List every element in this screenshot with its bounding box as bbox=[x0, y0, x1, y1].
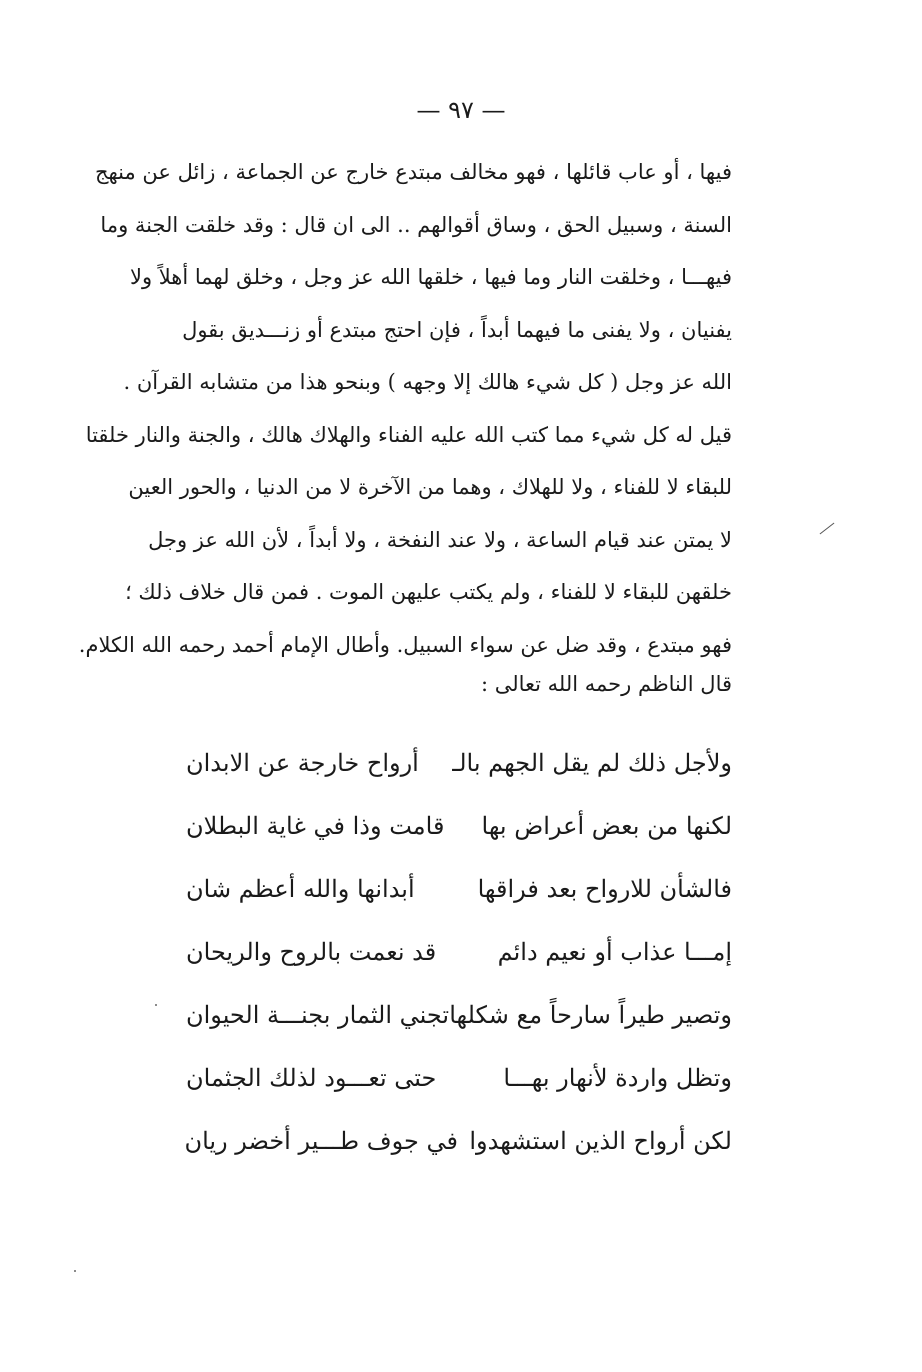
verse-first-hemistich: لكنها من بعض أعراض بها bbox=[481, 812, 732, 840]
poem-verse bbox=[186, 795, 732, 858]
verse-first-hemistich: لكن أرواح الذين استشهدوا bbox=[469, 1127, 732, 1155]
verse-second-hemistich: تجني الثمار بجنـــة الحيوان bbox=[186, 1001, 450, 1029]
verse-second-hemistich: قد نعمت بالروح والريحان bbox=[186, 938, 437, 966]
poem-intro: قال الناظم رحمه الله تعالى : bbox=[480, 672, 732, 696]
verse-first-hemistich: إمـــا عذاب أو نعيم دائم bbox=[497, 938, 732, 966]
paper-speck bbox=[74, 1270, 76, 1272]
prose-line: للبقاء لا للفناء ، ولا للهلاك ، وهما من الآخرة لا من الدنيا ، والحور العين bbox=[128, 475, 732, 499]
verse-second-hemistich: في جوف طـــير أخضر ريان bbox=[184, 1127, 458, 1155]
poem-verse bbox=[186, 984, 732, 1047]
page-number: — ٩٧ — bbox=[416, 96, 506, 124]
margin-pencil-mark bbox=[820, 523, 835, 535]
verse-first-hemistich: وتظل واردة لأنهار بهـــا bbox=[503, 1064, 732, 1092]
verse-second-hemistich: حتى تعـــود لذلك الجثمان bbox=[186, 1064, 437, 1092]
poem-verse bbox=[186, 1110, 732, 1173]
prose-line: لا يمتن عند قيام الساعة ، ولا عند النفخة ، ولا أبداً ، لأن الله عز وجل bbox=[148, 527, 732, 552]
verse-first-hemistich: وتصير طيراً سارحاً مع شكلها bbox=[449, 1001, 732, 1029]
prose-line: الله عز وجل ( كل شيء هالك إلا وجهه ) وبنحو هذا من متشابه القرآن . bbox=[123, 370, 732, 394]
verse-second-hemistich: قامت وذا في غاية البطلان bbox=[186, 812, 445, 840]
poem bbox=[186, 732, 732, 1173]
prose-line: السنة ، وسبيل الحق ، وساق أقوالهم .. الى ان قال : وقد خلقت الجنة وما bbox=[100, 212, 732, 237]
prose-line: فيهـــا ، وخلقت النار وما فيها ، خلقها الله عز وجل ، وخلق لهما أهلاً ولا bbox=[129, 265, 732, 289]
prose-line: فهو مبتدع ، وقد ضل عن سواء السبيل. وأطال الإمام أحمد رحمه الله الكلام. bbox=[78, 632, 732, 657]
verse-first-hemistich: فالشأن للارواح بعد فراقها bbox=[477, 875, 732, 903]
poem-verse bbox=[186, 1047, 732, 1110]
verse-second-hemistich: أبدانها والله أعظم شان bbox=[186, 875, 415, 903]
prose-line: خلقهن للبقاء لا للفناء ، ولم يكتب عليهن الموت . فمن قال خلاف ذلك ؛ bbox=[125, 580, 732, 604]
poem-verse bbox=[186, 732, 732, 795]
prose-paragraph bbox=[78, 146, 732, 671]
verse-second-hemistich: أرواح خارجة عن الابدان bbox=[186, 749, 419, 777]
prose-line: فيها ، أو عاب قائلها ، فهو مخالف مبتدع خارج عن الجماعة ، زائل عن منهج bbox=[94, 160, 732, 184]
verse-first-hemistich: ولأجل ذلك لم يقل الجهم بالـ bbox=[452, 749, 732, 777]
prose-line: يفنيان ، ولا يفنى ما فيهما أبداً ، فإن احتج مبتدع أو زنـــديق بقول bbox=[182, 317, 732, 342]
prose-line: قيل له كل شيء مما كتب الله عليه الفناء والهلاك هالك ، والجنة والنار خلقتا bbox=[85, 422, 732, 447]
poem-verse bbox=[186, 921, 732, 984]
poem-verse bbox=[186, 858, 732, 921]
paper-speck bbox=[155, 1004, 157, 1006]
